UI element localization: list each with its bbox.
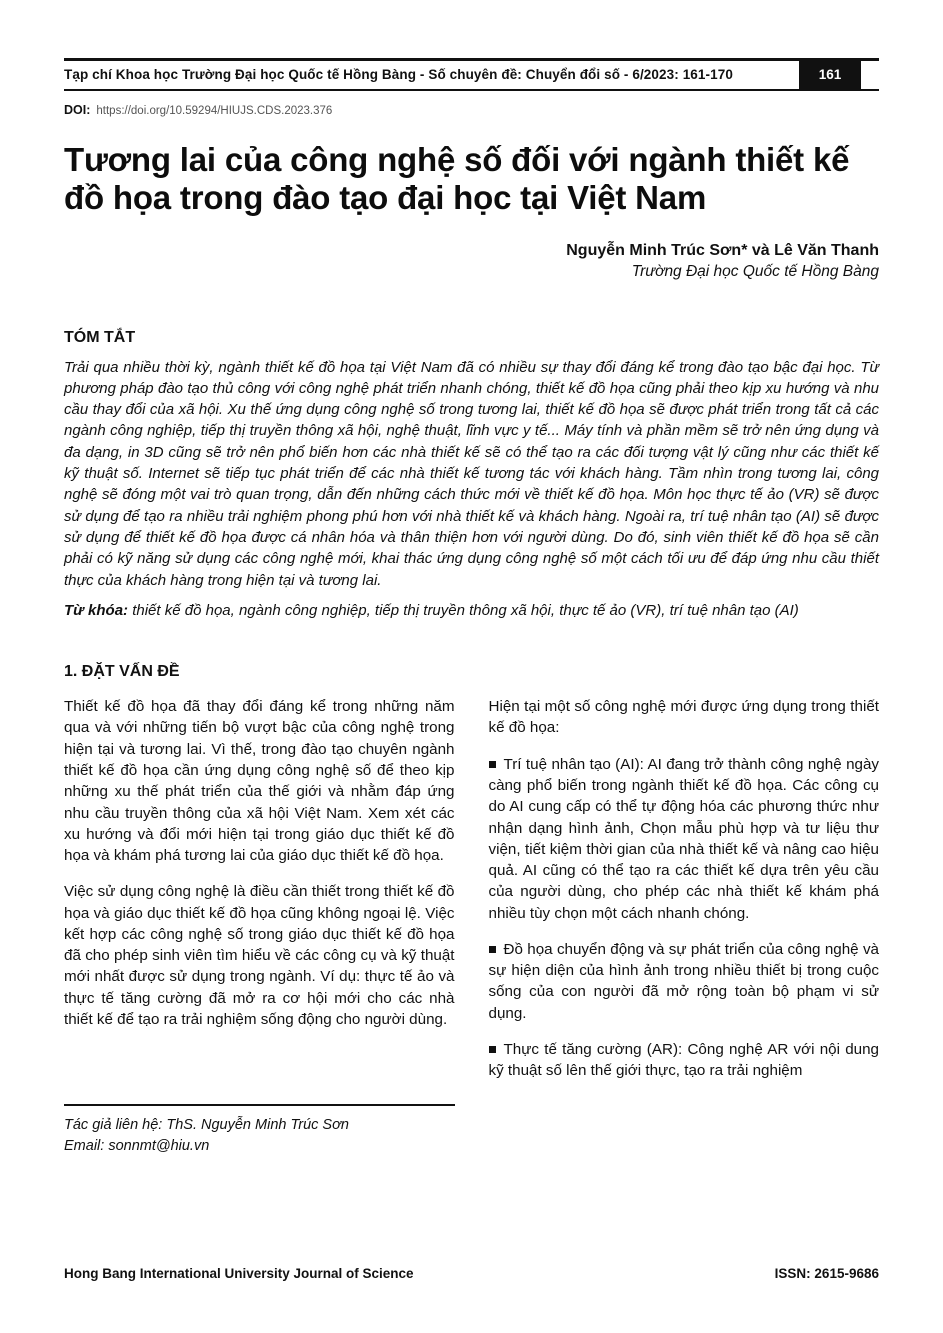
corresponding-author-note: [64, 1104, 455, 1157]
journal-header: [64, 58, 879, 91]
bullet-square-icon: [489, 946, 496, 953]
footer-issn: ISSN: 2615-9686: [774, 1266, 879, 1281]
abstract-body: Trải qua nhiều thời kỳ, ngành thiết kế đồ họa tại Việt Nam đã có nhiều sự thay đổi đáng kể trong đào tạo bậc đại học. Từ phương pháp đào tạo thủ công với công nghệ phát triển nhanh chóng, thiết kế đồ họa cũng phải theo kịp xu hướng và nhu cầu thay đổi của xã hội. Xu thế ứng dụng công nghệ số trong tương lai, thiết kế đồ họa sẽ được phát triển trong tất cả các ngành công nghiệp, tiếp thị truyền thông xã hội, nghệ thuật, lĩnh vực y tế... Máy tính và phần mềm sẽ trở nên ứng dụng và đa dạng, in 3D cũng sẽ trở nên phổ biến hơn các nhà thiết kế sẽ có thể tạo ra các đối tượng vật lý cũng như các thiết kế kỹ thuật số. Internet sẽ tiếp tục phát triển để các nhà thiết kế tương tác với khách hàng. Tầm nhìn trong tương lai, công nghệ sẽ đóng một vai trò quan trọng, dẫn đến những cách thức mới về thiết kế đồ họa. Môn học thực tế ảo (VR) sẽ được sử dụng để tạo ra nhiều trải nghiệm phong phú hơn với nhà thiết kế và khách hàng. Ngoài ra, trí tuệ nhân tạo (AI) sẽ được sử dụng để thiết kế đồ họa được cá nhân hóa và thân thiện hơn với người dùng. Do đó, sinh viên thiết kế đồ họa sẽ cần phải có kỹ năng sử dụng các công nghệ mới, khai thác ứng dụng công nghệ số một cách tối ưu để đáp ứng nhu cầu thiết thực của khách hàng trong hiện tại và tương lai.: [64, 358, 879, 589]
doi-label: DOI:: [64, 103, 91, 117]
keywords-line: [64, 600, 879, 621]
bullet-square-icon: [489, 1046, 496, 1053]
keywords-text: thiết kế đồ họa, ngành công nghiệp, tiếp thị truyền thông xã hội, thực tế ảo (VR), trí tuệ nhân tạo (AI): [128, 601, 799, 619]
affiliation: Trường Đại học Quốc tế Hồng Bàng: [631, 262, 879, 280]
page-number-badge: 161: [799, 58, 861, 91]
paragraph: Thiết kế đồ họa đã thay đổi đáng kể trong những năm qua và với những tiến bộ vượt bậc của công nghệ trong hiện tại và tương lai. Vì thế, trong đào tạo chuyên ngành thiết kế đồ họa cần ứng dụng công nghệ số để theo kịp những xu thế phát triển của thế giới và nhằm đáp ứng nhu cầu truyền thông của xã hội Việt Nam. Xem xét các xu hướng và đổi mới hiện tại trong giáo dục thiết kế đồ họa và khám phá tương lai của giáo dục thiết kế đồ họa.: [64, 698, 455, 865]
doi-row: [64, 103, 879, 117]
bullet-square-icon: [489, 761, 496, 768]
authors: Nguyễn Minh Trúc Sơn* và Lê Văn Thanh: [566, 241, 879, 259]
keywords-label: Từ khóa:: [64, 601, 129, 619]
abstract-heading: TÓM TẮT: [64, 328, 136, 346]
section-1-heading: 1. ĐẶT VẤN ĐỀ: [64, 663, 180, 681]
paragraph: Hiện tại một số công nghệ mới được ứng dụng trong thiết kế đồ họa:: [488, 698, 879, 737]
byline: [64, 242, 879, 281]
footer-journal-name: Hong Bang International University Journal of Science: [64, 1266, 414, 1281]
bullet-item: [489, 1039, 880, 1082]
doi-link[interactable]: https://doi.org/10.59294/HIUJS.CDS.2023.376: [96, 105, 333, 117]
email-line: Email: sonnmt@hiu.vn: [64, 1137, 210, 1154]
contact-line: Tác giả liên hệ: ThS. Nguyễn Minh Trúc Sơn: [64, 1116, 349, 1133]
bullet-item: [489, 939, 880, 1024]
left-column: [64, 696, 455, 1082]
paragraph: Việc sử dụng công nghệ là điều cần thiết trong thiết kế đồ họa và giáo dục thiết kế đồ họa cũng không ngoại lệ. Việc kết hợp các công nghệ số trong giáo dục thiết kế đồ họa đã cho phép sinh viên tìm hiểu về các công cụ và kỹ thuật mới nhất được sử dụng trong ngành. Ví dụ: thực tế ảo và thực tế tăng cường đã mở ra cơ hội mới cho các nhà thiết kế để tạo ra trải nghiệm sống động cho người dùng.: [64, 883, 455, 1029]
journal-title-line: Tạp chí Khoa học Trường Đại học Quốc tế Hồng Bàng - Số chuyên đề: Chuyển đổi số - 6/2023: 161-170: [64, 67, 733, 82]
two-column-body: [64, 696, 879, 1082]
right-column: [489, 696, 880, 1082]
page-footer: [64, 1266, 879, 1281]
bullet-item: [489, 754, 880, 924]
bullet-text: Thực tế tăng cường (AR): Công nghệ AR với nội dung kỹ thuật số lên thế giới thực, tạo ra trải nghiệm: [488, 1041, 879, 1080]
article-title: Tương lai của công nghệ số đối với ngành thiết kế đồ họa trong đào tạo đại học tại Việt Nam: [64, 141, 850, 217]
bullet-text: Trí tuệ nhân tạo (AI): AI đang trở thành công nghệ ngày càng phổ biến trong ngành thiết kế đồ họa. Các công cụ do AI cung cấp có thể tự động hóa các phương thức như nhận dạng hình ảnh, Chọn mẫu phù hợp và tư liệu thư viện, tiết kiệm thời gian của nhà thiết kế và nâng cao hiệu quả. AI cũng có thể tạo ra các thiết kế dựa trên yêu cầu của người dùng, cho phép các nhà thiết kế khám phá nhiều tùy chọn một cách nhanh chóng.: [488, 755, 879, 922]
bullet-text: Đồ họa chuyển động và sự phát triển của công nghệ và sự hiện diện của hình ảnh trong nhiều thiết bị trong cuộc sống của con người đã mở rộng toàn bộ phạm vi sử dụng.: [488, 940, 879, 1022]
